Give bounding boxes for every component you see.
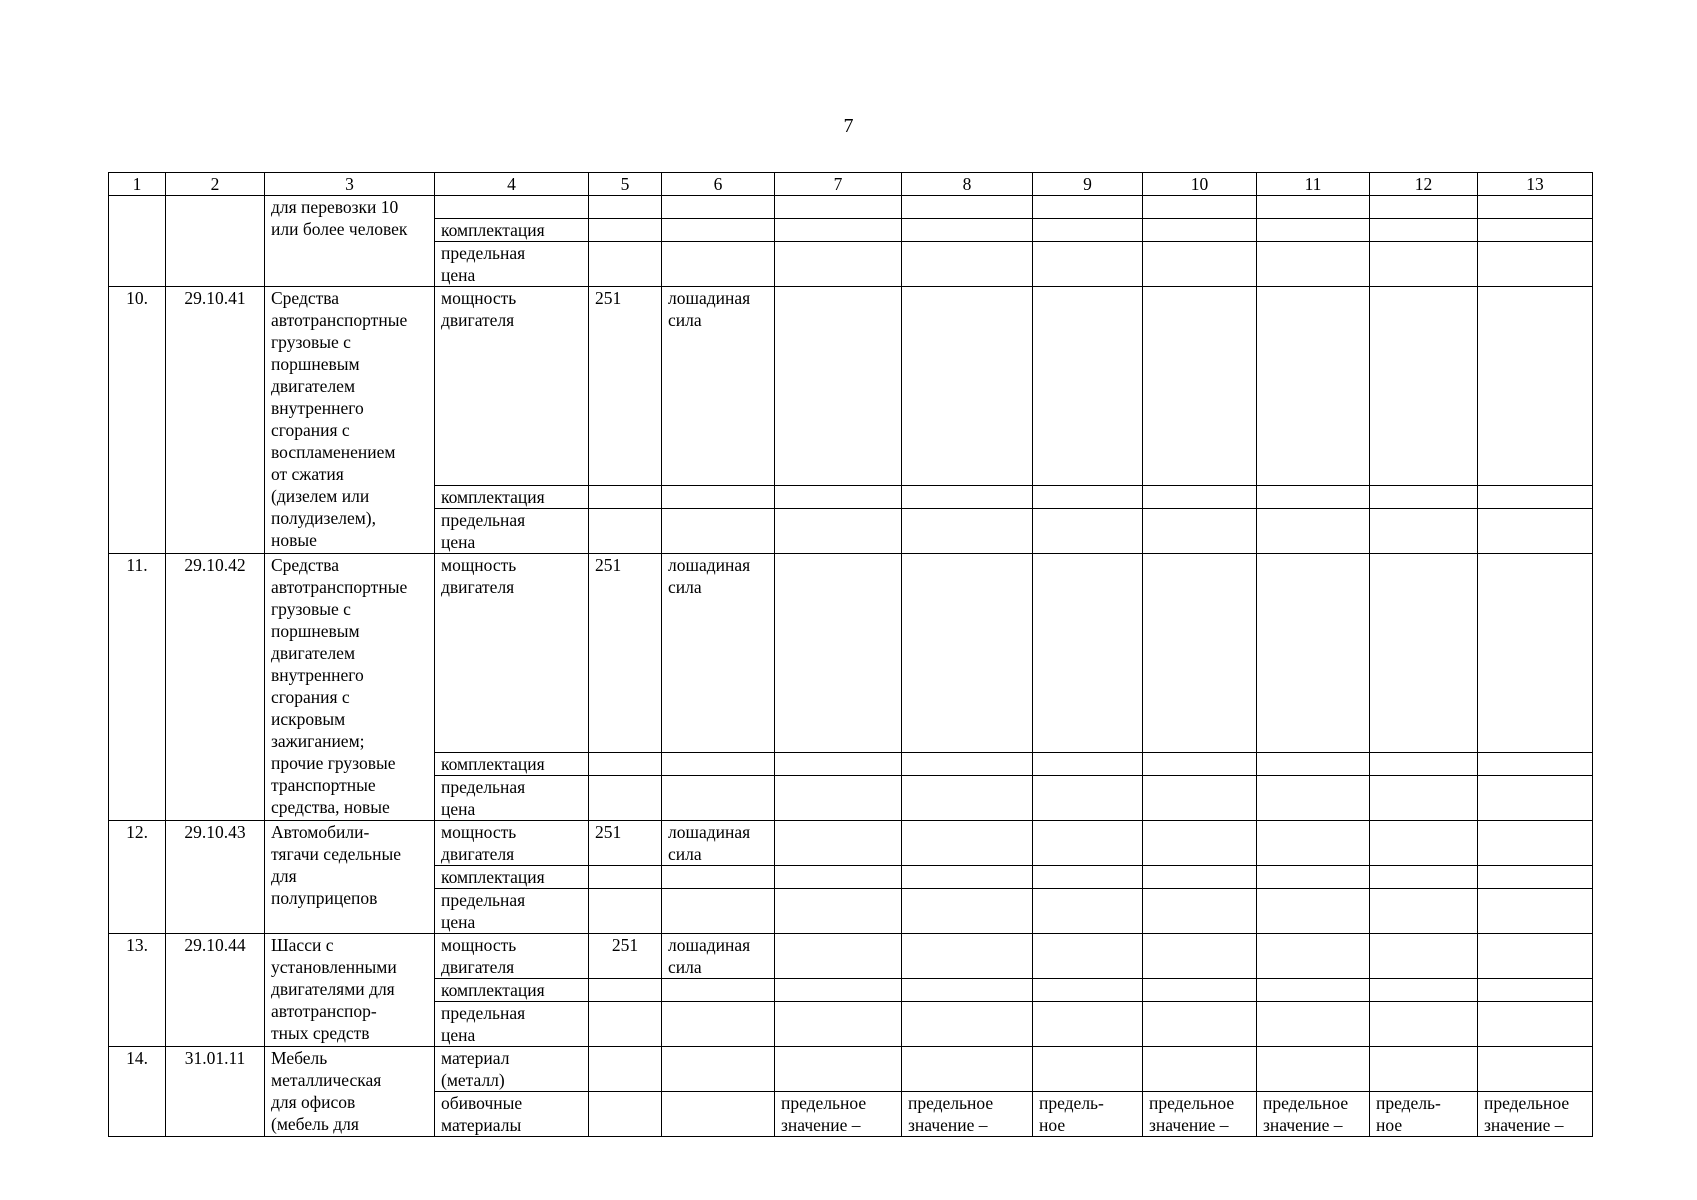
column-number: 2 (166, 173, 265, 196)
table-cell (662, 753, 775, 776)
table-cell (662, 509, 775, 554)
table-cell (1478, 1002, 1593, 1047)
table-cell (902, 287, 1033, 486)
table-cell (1478, 821, 1593, 866)
table-cell (1033, 866, 1143, 889)
table-cell (1033, 776, 1143, 821)
characteristic-cell: мощность двигателя (435, 934, 589, 979)
table-cell (1033, 934, 1143, 979)
table-cell (775, 219, 902, 242)
specification-table (108, 172, 1593, 1137)
table-cell (1257, 287, 1370, 486)
table-cell (1478, 486, 1593, 509)
table-cell (1033, 219, 1143, 242)
table-cell (902, 219, 1033, 242)
item-number-cell (109, 196, 166, 287)
table-cell (1370, 1047, 1478, 1092)
table-cell (662, 242, 775, 287)
table-cell (589, 509, 662, 554)
table-cell (1257, 934, 1370, 979)
table-cell (1370, 889, 1478, 934)
characteristic-cell: материал (металл) (435, 1047, 589, 1092)
column-number: 10 (1143, 173, 1257, 196)
table-cell (1143, 979, 1257, 1002)
table-cell (902, 753, 1033, 776)
table-cell (1257, 1047, 1370, 1092)
table-cell (902, 889, 1033, 934)
table-cell (589, 1002, 662, 1047)
table-row (109, 821, 1593, 866)
table-cell (1257, 866, 1370, 889)
table-cell (775, 1002, 902, 1047)
table-cell (662, 196, 775, 219)
table-cell (1370, 486, 1478, 509)
column-number: 13 (1478, 173, 1593, 196)
table-cell (589, 1092, 662, 1137)
table-cell (1257, 979, 1370, 1002)
table-cell (775, 934, 902, 979)
column-number: 3 (265, 173, 435, 196)
characteristic-cell: комплектация (435, 486, 589, 509)
table-cell (775, 287, 902, 486)
table-cell (1033, 1047, 1143, 1092)
table-cell (1257, 219, 1370, 242)
table-cell (1033, 1002, 1143, 1047)
table-cell (775, 979, 902, 1002)
limit-cell: предель- ное (1370, 1092, 1478, 1137)
item-number-cell: 10. (109, 287, 166, 554)
limit-cell: предельное значение – (1478, 1092, 1593, 1137)
okpd-code-cell: 29.10.41 (166, 287, 265, 554)
table-cell (662, 889, 775, 934)
page-number: 7 (843, 115, 854, 137)
table-cell (1370, 287, 1478, 486)
table-cell (1370, 219, 1478, 242)
table-cell (1478, 219, 1593, 242)
table-cell (589, 889, 662, 934)
okpd-code-cell (166, 196, 265, 287)
table-cell (589, 486, 662, 509)
unit-cell: лошадиная сила (662, 287, 775, 486)
characteristic-cell: предельная цена (435, 889, 589, 934)
table-cell (1143, 753, 1257, 776)
table-cell (1370, 196, 1478, 219)
table-cell (902, 776, 1033, 821)
table-cell (1478, 196, 1593, 219)
table-cell (1257, 821, 1370, 866)
item-name-cell: для перевозки 10 или более человек (265, 196, 435, 287)
column-number: 4 (435, 173, 589, 196)
characteristic-cell: комплектация (435, 753, 589, 776)
table-cell (1257, 486, 1370, 509)
table-cell (1143, 219, 1257, 242)
table-cell (1143, 554, 1257, 753)
table-cell (1478, 242, 1593, 287)
table-cell (1257, 753, 1370, 776)
table-cell (902, 486, 1033, 509)
table-cell (902, 509, 1033, 554)
table-cell (662, 776, 775, 821)
table-cell (1033, 821, 1143, 866)
table-cell (902, 554, 1033, 753)
okpd-code-cell: 29.10.44 (166, 934, 265, 1047)
table-cell (1033, 196, 1143, 219)
item-number-cell: 13. (109, 934, 166, 1047)
characteristic-cell (435, 196, 589, 219)
table-cell (1143, 934, 1257, 979)
table-cell (775, 509, 902, 554)
table-cell (662, 979, 775, 1002)
table-cell (662, 219, 775, 242)
characteristic-cell: предельная цена (435, 776, 589, 821)
table-cell (1478, 554, 1593, 753)
limit-cell: предель- ное (1033, 1092, 1143, 1137)
table-cell (589, 979, 662, 1002)
table-cell (1370, 1002, 1478, 1047)
table-cell (775, 753, 902, 776)
item-name-cell: Средства автотранспортные грузовые с поршневым двигателем внутреннего сгорания с воспламенением от сжатия (дизелем или полудизелем), новые (265, 287, 435, 554)
limit-cell: предельное значение – (1257, 1092, 1370, 1137)
table-cell (775, 776, 902, 821)
table-cell (1478, 287, 1593, 486)
column-number: 8 (902, 173, 1033, 196)
table-cell (1257, 196, 1370, 219)
value-cell: 251 (589, 287, 662, 486)
table-cell (1370, 509, 1478, 554)
table-cell (1143, 486, 1257, 509)
characteristic-cell: предельная цена (435, 242, 589, 287)
table-cell (1033, 979, 1143, 1002)
table-cell (589, 242, 662, 287)
characteristic-cell: комплектация (435, 219, 589, 242)
column-number: 6 (662, 173, 775, 196)
characteristic-cell: предельная цена (435, 509, 589, 554)
table-cell (1257, 889, 1370, 934)
column-number: 12 (1370, 173, 1478, 196)
table-cell (1143, 889, 1257, 934)
column-number: 1 (109, 173, 166, 196)
table-cell (662, 1047, 775, 1092)
table-cell (775, 242, 902, 287)
table-cell (1257, 509, 1370, 554)
table-row (109, 196, 1593, 219)
value-cell: 251 (589, 934, 662, 979)
table-cell (902, 1002, 1033, 1047)
characteristic-cell: мощность двигателя (435, 821, 589, 866)
table-cell (902, 1047, 1033, 1092)
item-number-cell: 12. (109, 821, 166, 934)
value-cell: 251 (589, 554, 662, 753)
table-cell (1257, 554, 1370, 753)
table-cell (775, 821, 902, 866)
table-cell (902, 196, 1033, 219)
table-cell (1143, 196, 1257, 219)
table-cell (1033, 509, 1143, 554)
table-row (109, 554, 1593, 753)
characteristic-cell: обивочные материалы (435, 1092, 589, 1137)
table-cell (589, 196, 662, 219)
table-cell (1478, 889, 1593, 934)
table-cell (1478, 1047, 1593, 1092)
table-cell (662, 1002, 775, 1047)
table-cell (775, 196, 902, 219)
unit-cell: лошадиная сила (662, 821, 775, 866)
table-cell (662, 1092, 775, 1137)
table-cell (902, 979, 1033, 1002)
characteristic-cell: мощность двигателя (435, 287, 589, 486)
column-number: 9 (1033, 173, 1143, 196)
table-cell (1478, 934, 1593, 979)
item-name-cell: Мебель металлическая для офисов (мебель для (265, 1047, 435, 1137)
table-cell (1370, 934, 1478, 979)
table-cell (1478, 509, 1593, 554)
limit-cell: предельное значение – (902, 1092, 1033, 1137)
table-cell (589, 1047, 662, 1092)
table-cell (1370, 753, 1478, 776)
okpd-code-cell: 29.10.43 (166, 821, 265, 934)
table-cell (1033, 486, 1143, 509)
characteristic-cell: предельная цена (435, 1002, 589, 1047)
table-cell (1370, 554, 1478, 753)
table-cell (589, 866, 662, 889)
table-cell (1143, 287, 1257, 486)
okpd-code-cell: 31.01.11 (166, 1047, 265, 1137)
table-cell (1370, 821, 1478, 866)
column-number: 7 (775, 173, 902, 196)
item-name-cell: Средства автотранспортные грузовые с поршневым двигателем внутреннего сгорания с искровым зажиганием; прочие грузовые транспортные средства, новые (265, 554, 435, 821)
table-cell (1033, 753, 1143, 776)
table-cell (1033, 242, 1143, 287)
table-cell (1033, 554, 1143, 753)
table-cell (775, 1047, 902, 1092)
table-cell (1370, 866, 1478, 889)
table-cell (589, 219, 662, 242)
unit-cell: лошадиная сила (662, 934, 775, 979)
table-cell (1370, 776, 1478, 821)
table-cell (1143, 776, 1257, 821)
characteristic-cell: комплектация (435, 866, 589, 889)
table-row (109, 934, 1593, 979)
table-cell (1033, 287, 1143, 486)
table-cell (902, 242, 1033, 287)
unit-cell: лошадиная сила (662, 554, 775, 753)
table-cell (1143, 509, 1257, 554)
table-cell (589, 753, 662, 776)
table-cell (775, 889, 902, 934)
table-cell (1257, 776, 1370, 821)
table-cell (1370, 242, 1478, 287)
item-number-cell: 11. (109, 554, 166, 821)
table-cell (1478, 866, 1593, 889)
table-cell (1033, 889, 1143, 934)
table-cell (775, 866, 902, 889)
characteristic-cell: комплектация (435, 979, 589, 1002)
table-cell (902, 866, 1033, 889)
table-cell (775, 554, 902, 753)
column-number: 5 (589, 173, 662, 196)
table-cell (1478, 979, 1593, 1002)
item-number-cell: 14. (109, 1047, 166, 1137)
item-name-cell: Автомобили- тягачи седельные для полуприцепов (265, 821, 435, 934)
table-cell (1143, 866, 1257, 889)
okpd-code-cell: 29.10.42 (166, 554, 265, 821)
table-cell (1257, 1002, 1370, 1047)
limit-cell: предельное значение – (1143, 1092, 1257, 1137)
table-cell (662, 486, 775, 509)
limit-cell: предельное значение – (775, 1092, 902, 1137)
table-row (109, 1047, 1593, 1092)
table-row (109, 287, 1593, 486)
table-cell (902, 934, 1033, 979)
item-name-cell: Шасси с установленными двигателями для автотранспор- тных средств (265, 934, 435, 1047)
value-cell: 251 (589, 821, 662, 866)
table-cell (775, 486, 902, 509)
table-cell (1370, 979, 1478, 1002)
table-cell (1478, 776, 1593, 821)
characteristic-cell: мощность двигателя (435, 554, 589, 753)
table-cell (1143, 1047, 1257, 1092)
table-cell (1143, 242, 1257, 287)
column-numbers-row (109, 173, 1593, 196)
table-cell (1257, 242, 1370, 287)
table-cell (1143, 821, 1257, 866)
table-cell (662, 866, 775, 889)
table-cell (902, 821, 1033, 866)
table-cell (1478, 753, 1593, 776)
table-cell (1143, 1002, 1257, 1047)
column-number: 11 (1257, 173, 1370, 196)
table-cell (589, 776, 662, 821)
